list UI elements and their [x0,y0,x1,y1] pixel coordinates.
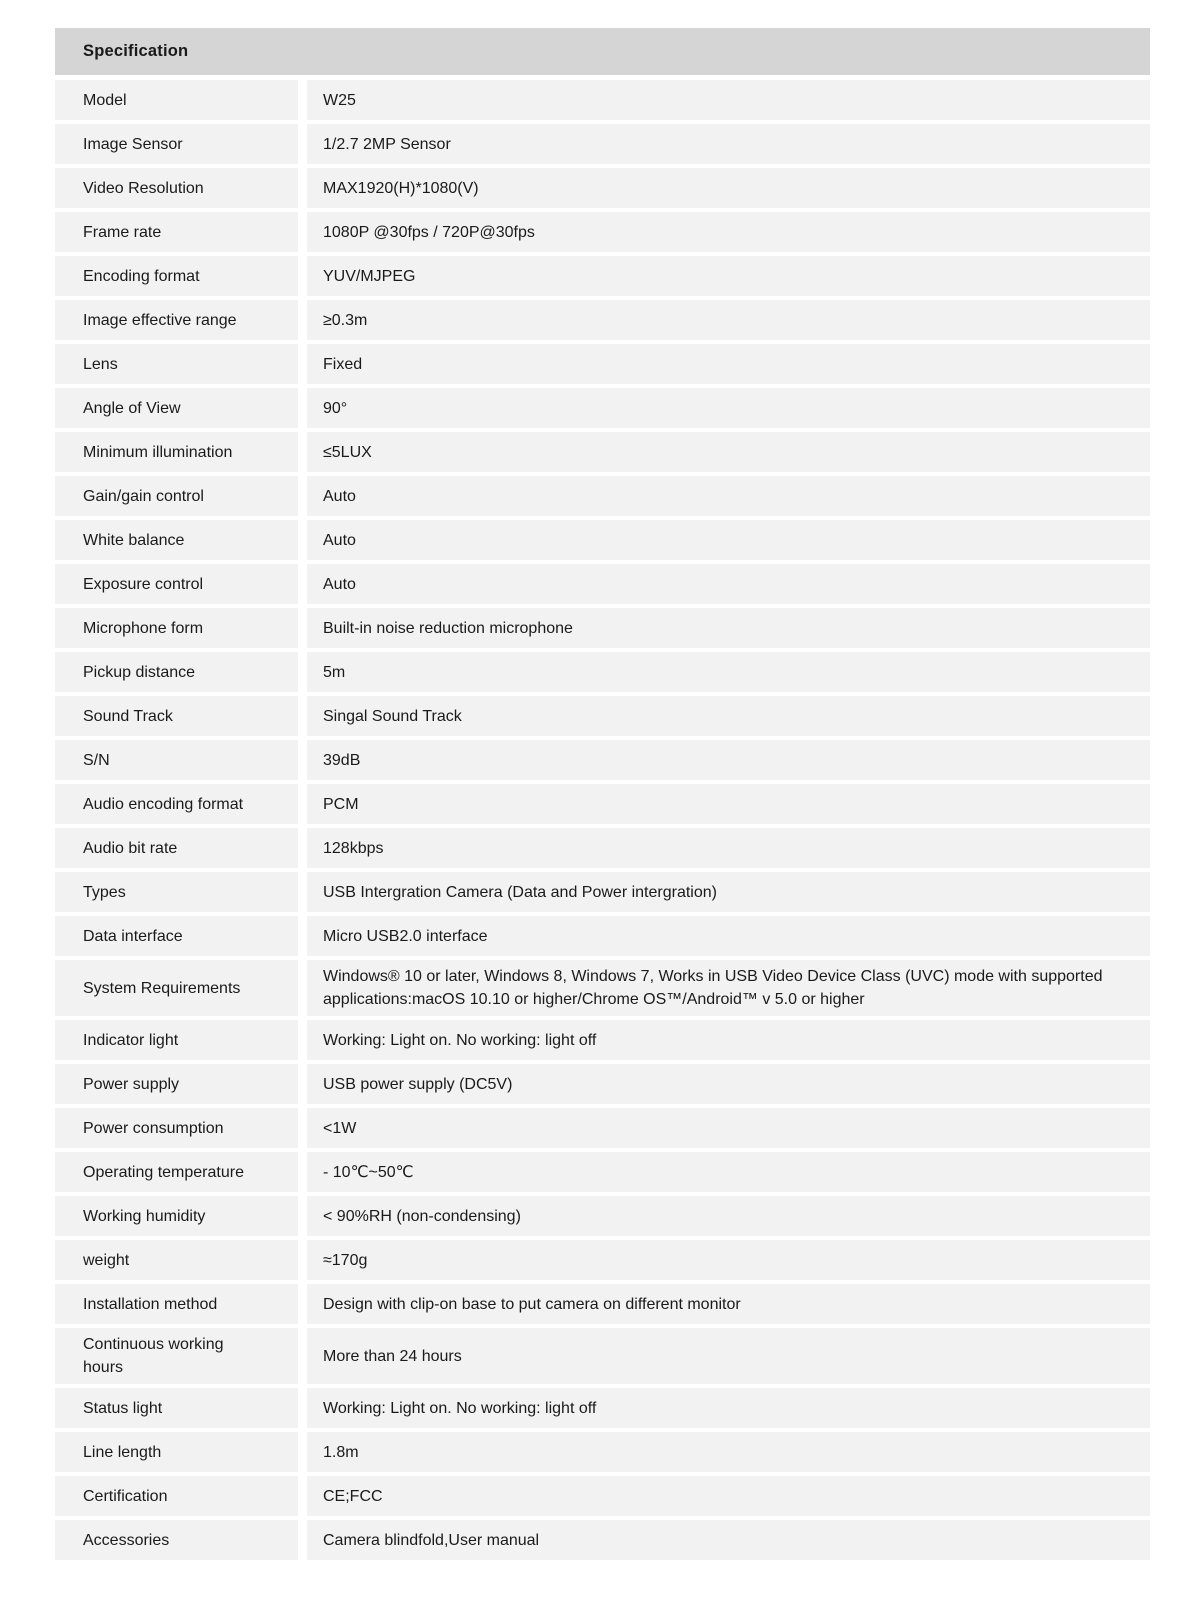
spec-value: ≥0.3m [307,300,1150,340]
spec-value: Camera blindfold,User manual [307,1520,1150,1560]
spec-value: W25 [307,80,1150,120]
spec-value: PCM [307,784,1150,824]
spec-row [55,432,1150,472]
spec-label: Microphone form [55,608,298,648]
spec-row [55,1240,1150,1280]
specification-table [55,28,1150,1564]
spec-value: More than 24 hours [307,1328,1150,1384]
spec-row [55,1196,1150,1236]
spec-row [55,1328,1150,1384]
spec-value: 1.8m [307,1432,1150,1472]
spec-row [55,1064,1150,1104]
spec-value: 1/2.7 2MP Sensor [307,124,1150,164]
spec-label: Pickup distance [55,652,298,692]
spec-value: - 10℃~50℃ [307,1152,1150,1192]
spec-label: Indicator light [55,1020,298,1060]
spec-label: Image effective range [55,300,298,340]
spec-value: Singal Sound Track [307,696,1150,736]
spec-label: Audio bit rate [55,828,298,868]
spec-label: Power consumption [55,1108,298,1148]
spec-value: Auto [307,520,1150,560]
spec-row [55,960,1150,1016]
spec-label: Sound Track [55,696,298,736]
spec-value: Auto [307,476,1150,516]
spec-row [55,1388,1150,1428]
spec-row [55,1108,1150,1148]
spec-row [55,212,1150,252]
spec-value: 90° [307,388,1150,428]
spec-label: S/N [55,740,298,780]
spec-value: Working: Light on. No working: light off [307,1388,1150,1428]
spec-label: Gain/gain control [55,476,298,516]
spec-label: Lens [55,344,298,384]
spec-label: weight [55,1240,298,1280]
spec-label: Certification [55,1476,298,1516]
spec-row [55,916,1150,956]
spec-label: Exposure control [55,564,298,604]
spec-row [55,80,1150,120]
spec-value: 5m [307,652,1150,692]
spec-row [55,696,1150,736]
spec-label: Audio encoding format [55,784,298,824]
spec-value: ≤5LUX [307,432,1150,472]
spec-value: < 90%RH (non-condensing) [307,1196,1150,1236]
spec-label: Continuous working hours [55,1328,298,1384]
spec-value: USB Intergration Camera (Data and Power intergration) [307,872,1150,912]
spec-row [55,828,1150,868]
spec-row [55,564,1150,604]
spec-label: Status light [55,1388,298,1428]
spec-row [55,1152,1150,1192]
spec-value: Auto [307,564,1150,604]
spec-value: Windows® 10 or later, Windows 8, Windows 7, Works in USB Video Device Class (UVC) mode with supported applications:macOS 10.10 or higher/Chrome OS™/Android™ v 5.0 or higher [307,960,1150,1016]
spec-label: Data interface [55,916,298,956]
spec-row [55,300,1150,340]
spec-value: YUV/MJPEG [307,256,1150,296]
spec-value: Fixed [307,344,1150,384]
spec-label: Video Resolution [55,168,298,208]
table-title: Specification [83,42,189,60]
spec-value: Design with clip-on base to put camera on different monitor [307,1284,1150,1324]
spec-row [55,168,1150,208]
spec-label: Power supply [55,1064,298,1104]
spec-label: White balance [55,520,298,560]
spec-row [55,124,1150,164]
table-header [55,28,1150,75]
spec-label: Angle of View [55,388,298,428]
spec-rows [55,80,1150,1560]
spec-row [55,476,1150,516]
spec-label: Minimum illumination [55,432,298,472]
spec-row [55,1284,1150,1324]
spec-label: Image Sensor [55,124,298,164]
spec-row [55,784,1150,824]
spec-value: Working: Light on. No working: light off [307,1020,1150,1060]
spec-value: 128kbps [307,828,1150,868]
spec-label: Accessories [55,1520,298,1560]
spec-label: Line length [55,1432,298,1472]
spec-label: Encoding format [55,256,298,296]
spec-value: 1080P @30fps / 720P@30fps [307,212,1150,252]
spec-value: MAX1920(H)*1080(V) [307,168,1150,208]
spec-row [55,388,1150,428]
spec-value: USB power supply (DC5V) [307,1064,1150,1104]
spec-row [55,1020,1150,1060]
spec-value: ≈170g [307,1240,1150,1280]
spec-row [55,872,1150,912]
spec-label: Operating temperature [55,1152,298,1192]
spec-value: Micro USB2.0 interface [307,916,1150,956]
spec-row [55,608,1150,648]
spec-label: System Requirements [55,960,298,1016]
spec-value: Built-in noise reduction microphone [307,608,1150,648]
spec-row [55,1476,1150,1516]
spec-value: 39dB [307,740,1150,780]
spec-row [55,1432,1150,1472]
spec-label: Frame rate [55,212,298,252]
spec-row [55,652,1150,692]
spec-row [55,256,1150,296]
spec-label: Working humidity [55,1196,298,1236]
spec-value: <1W [307,1108,1150,1148]
spec-label: Model [55,80,298,120]
spec-row [55,740,1150,780]
spec-value: CE;FCC [307,1476,1150,1516]
spec-row [55,344,1150,384]
spec-label: Types [55,872,298,912]
spec-row [55,1520,1150,1560]
spec-label: Installation method [55,1284,298,1324]
spec-row [55,520,1150,560]
